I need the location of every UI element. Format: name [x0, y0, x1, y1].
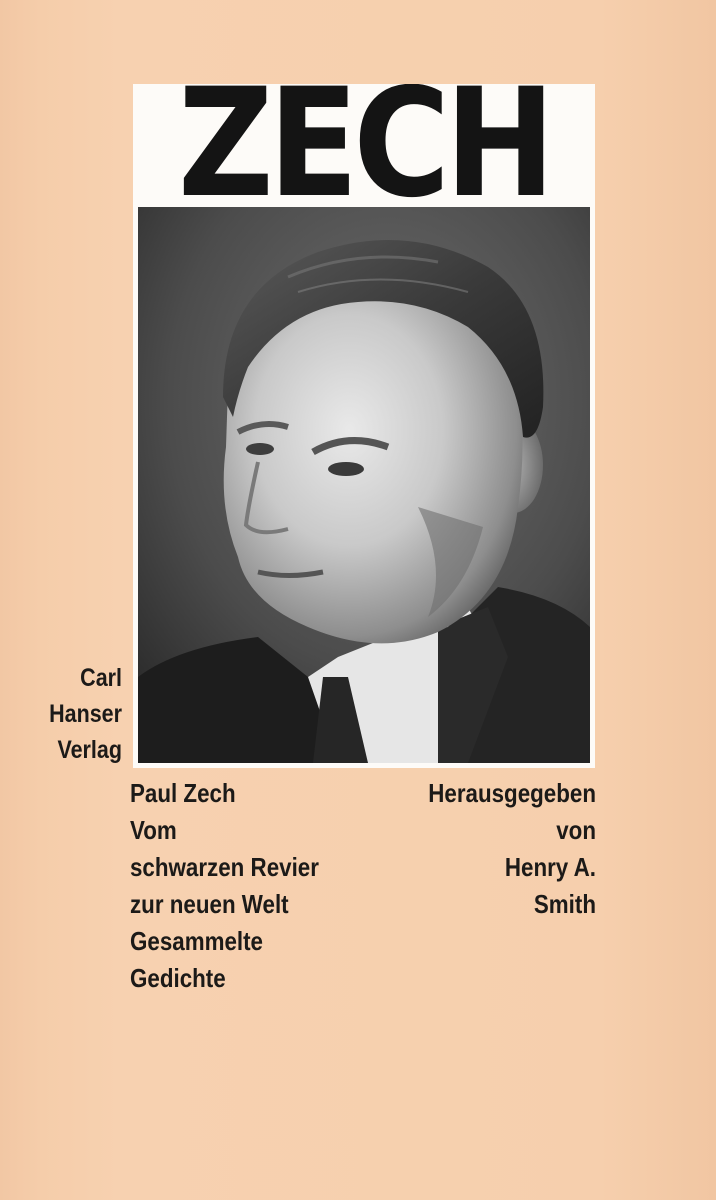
publisher-line: Hanser: [49, 700, 122, 728]
book-title-line: zur neuen Welt: [130, 889, 289, 919]
author-portrait-photo: [138, 207, 590, 763]
editor-info: [380, 775, 596, 923]
publisher-line: Carl: [80, 664, 122, 692]
editor-line: Smith: [533, 889, 596, 919]
book-title-line: schwarzen Revier: [130, 852, 319, 882]
editor-line: Henry A.: [504, 852, 596, 882]
book-subtitle-line: Gedichte: [130, 963, 226, 993]
book-info: [130, 775, 390, 997]
author-name: Paul Zech: [130, 778, 236, 808]
cover-title: ZECH: [177, 84, 551, 205]
author-portrait-frame: [133, 205, 595, 768]
portrait-illustration: [138, 207, 590, 763]
book-subtitle-line: Gesammelte: [130, 926, 264, 956]
editor-line: Herausgegeben: [428, 778, 596, 808]
editor-line: von: [556, 815, 596, 845]
publisher-line: Verlag: [57, 736, 123, 764]
publisher-imprint: [43, 660, 122, 768]
book-title-line: Vom: [130, 815, 177, 845]
title-box: [133, 84, 595, 205]
